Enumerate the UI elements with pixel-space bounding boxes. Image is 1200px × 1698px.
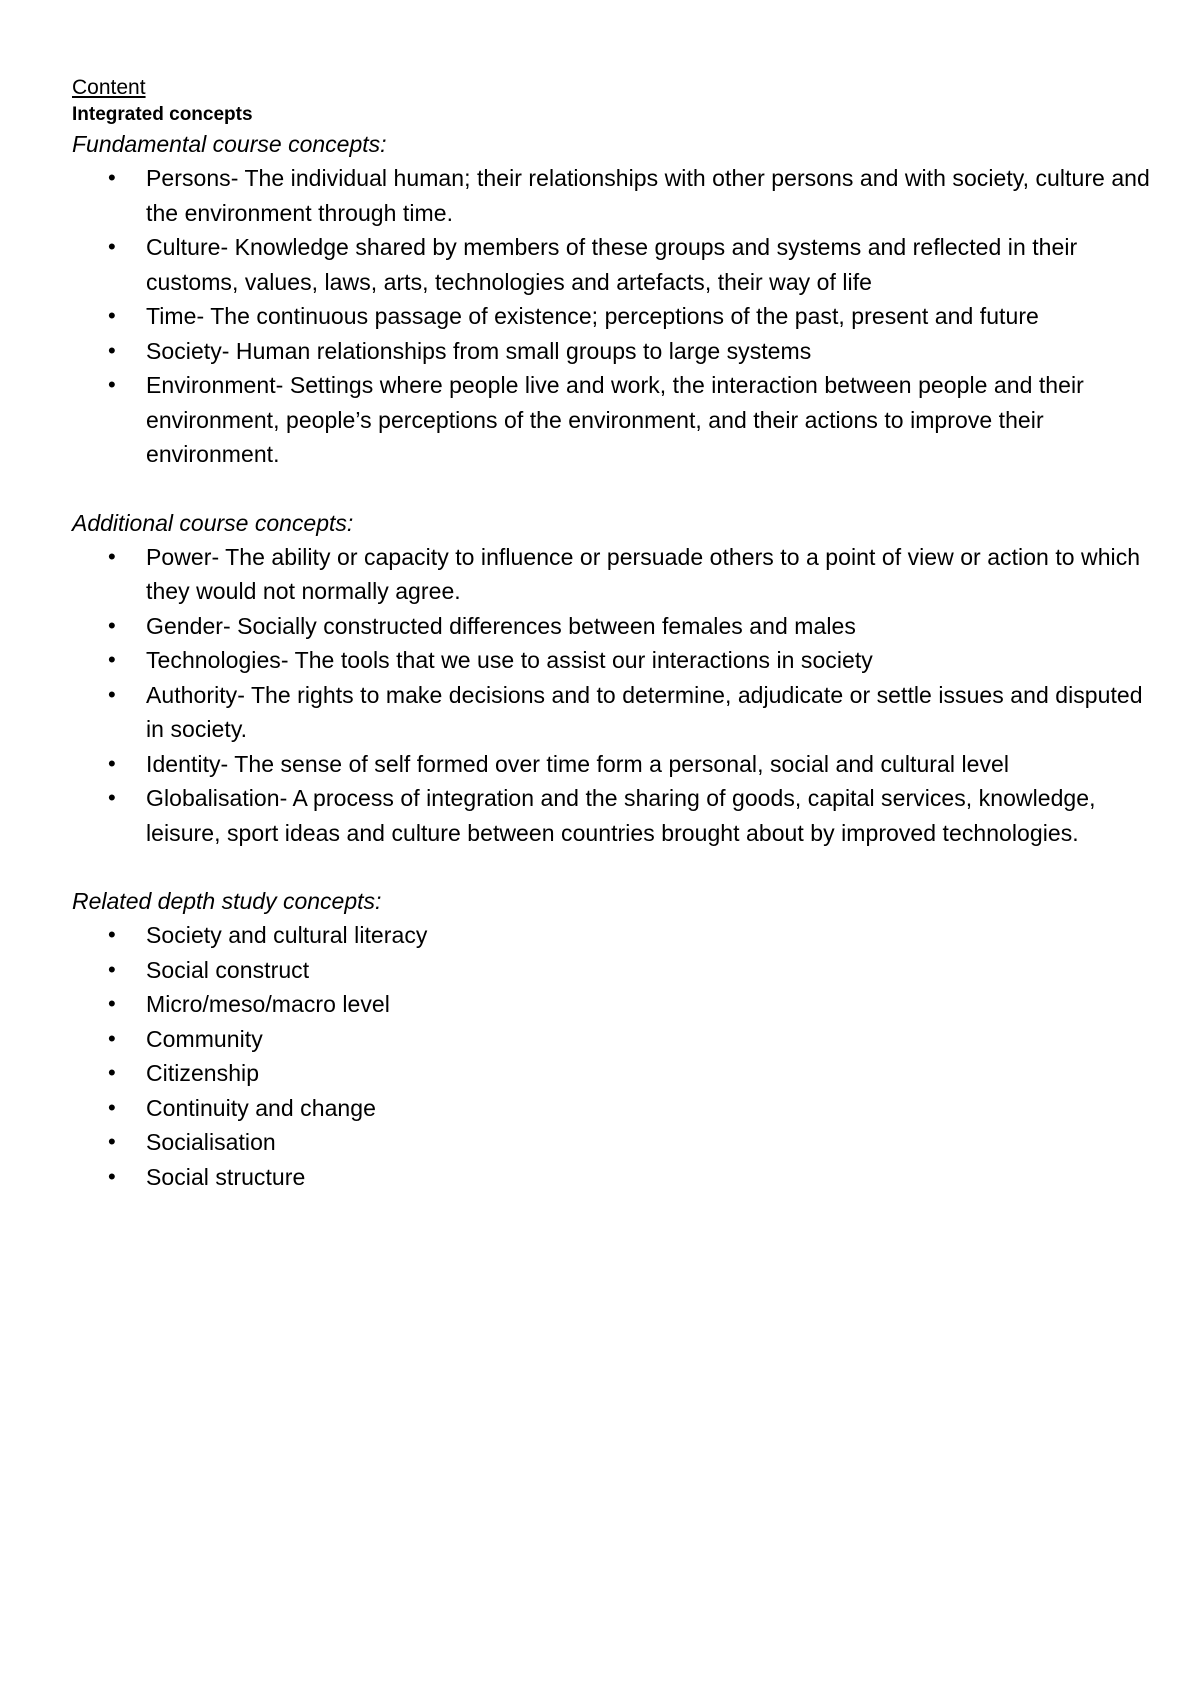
section-spacer: [72, 850, 1152, 884]
list-item-text: Community: [146, 1025, 263, 1052]
list-item: [72, 987, 1152, 1022]
list-item-text: Time- The continuous passage of existence; perceptions of the past, present and future: [146, 303, 1039, 329]
list-item-text: Power- The ability or capacity to influence or persuade others to a point of view or action to which they would not normally agree.: [146, 543, 1141, 604]
bullet-icon: •: [108, 956, 116, 982]
list-item: [72, 299, 1152, 334]
bullet-list: [72, 161, 1152, 472]
bullet-icon: •: [108, 234, 116, 259]
bullet-list: [72, 918, 1152, 1194]
bullet-list: [72, 540, 1152, 851]
list-item-text: Social structure: [146, 1163, 306, 1190]
list-item-text: Citizenship: [146, 1060, 260, 1086]
bullet-icon: •: [108, 372, 116, 397]
list-item: [72, 609, 1152, 644]
bullet-icon: •: [108, 681, 116, 707]
section-heading: Fundamental course concepts:: [72, 131, 387, 157]
bullet-icon: •: [108, 1025, 116, 1051]
section-additional-concepts: [72, 506, 1152, 851]
list-item-text: Persons- The individual human; their relationships with other persons and with society, culture and the environment through time.: [146, 165, 1150, 226]
list-item-text: Social construct: [146, 956, 310, 983]
list-item-text: Technologies- The tools that we use to assist our interactions in society: [146, 647, 873, 673]
bullet-icon: •: [108, 1094, 116, 1120]
list-item: [72, 540, 1152, 609]
list-item: [72, 1160, 1152, 1195]
list-item-text: Society and cultural literacy: [146, 922, 428, 948]
bullet-icon: •: [108, 750, 116, 776]
list-item: [72, 1056, 1152, 1091]
list-item: [72, 1125, 1152, 1160]
list-item-text: Environment- Settings where people live and work, the interaction between people and their environment, people’s perceptions of the environment, and their actions to improve their environment.: [146, 372, 1084, 467]
list-item: [72, 1091, 1152, 1126]
list-item: [72, 1022, 1152, 1057]
list-item: [72, 781, 1152, 850]
bullet-icon: •: [108, 647, 116, 672]
list-item-text: Continuity and change: [146, 1094, 376, 1121]
list-item-text: Society- Human relationships from small groups to large systems: [146, 337, 812, 364]
list-item: [72, 368, 1152, 472]
list-item-text: Authority- The rights to make decisions and to determine, adjudicate or settle issues and disputed in society.: [146, 681, 1143, 742]
bullet-icon: •: [108, 991, 116, 1016]
document-title: Content: [72, 76, 146, 99]
bullet-icon: •: [108, 1163, 116, 1189]
list-item-text: Identity- The sense of self formed over time form a personal, social and cultural level: [146, 750, 1009, 777]
section-heading: Related depth study concepts:: [72, 888, 382, 914]
list-item: [72, 230, 1152, 299]
bullet-icon: •: [108, 543, 116, 569]
list-item: [72, 747, 1152, 782]
bullet-icon: •: [108, 612, 116, 638]
section-heading: Additional course concepts:: [72, 509, 354, 536]
section-fundamental-concepts: [72, 127, 1152, 472]
list-item-text: Socialisation: [146, 1129, 276, 1155]
section-depth-study-concepts: [72, 884, 1152, 1194]
bullet-icon: •: [108, 785, 116, 810]
list-item-text: Globalisation- A process of integration and the sharing of goods, capital services, knowledge, leisure, sport ideas and culture between countries brought about by improved technologies.: [146, 785, 1096, 846]
list-item: [72, 953, 1152, 988]
list-item: [72, 161, 1152, 230]
bullet-icon: •: [108, 1060, 116, 1085]
document-subtitle: Integrated concepts: [72, 104, 253, 125]
list-item-text: Culture- Knowledge shared by members of these groups and systems and reflected in their customs, values, laws, arts, technologies and artefacts, their way of life: [146, 234, 1078, 295]
list-item-text: Gender- Socially constructed differences between females and males: [146, 612, 856, 639]
list-item: [72, 643, 1152, 678]
bullet-icon: •: [108, 1129, 116, 1154]
document-page: [72, 74, 1152, 1194]
bullet-icon: •: [108, 922, 116, 947]
bullet-icon: •: [108, 337, 116, 363]
list-item: [72, 334, 1152, 369]
list-item-text: Micro/meso/macro level: [146, 991, 390, 1017]
list-item: [72, 678, 1152, 747]
bullet-icon: •: [108, 165, 116, 190]
section-spacer: [72, 472, 1152, 506]
bullet-icon: •: [108, 303, 116, 328]
list-item: [72, 918, 1152, 953]
